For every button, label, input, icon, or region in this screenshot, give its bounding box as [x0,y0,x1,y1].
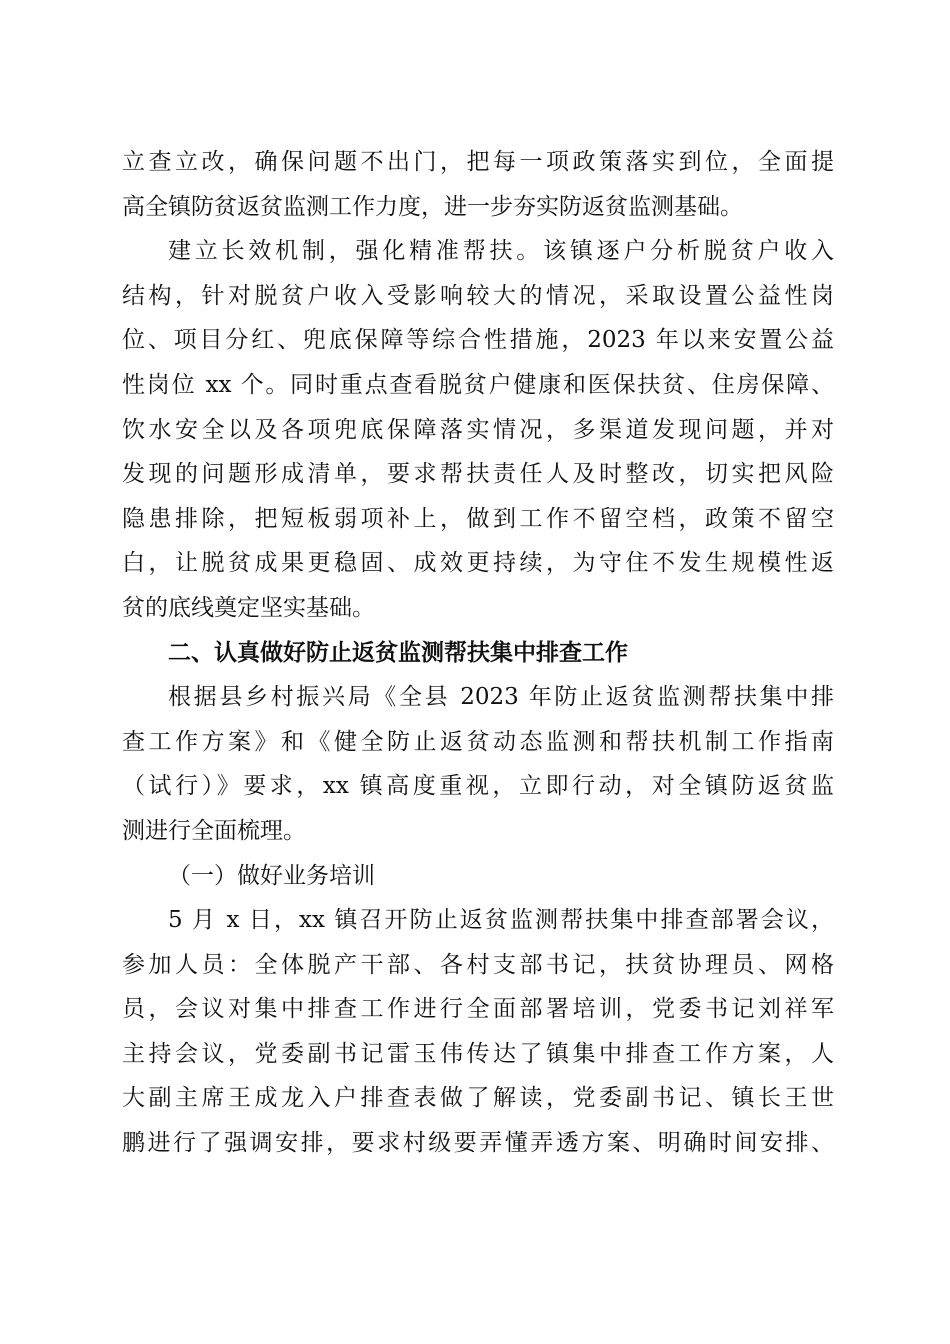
paragraph-line: 建立长效机制，强化精准帮扶。该镇逐户分析脱贫户收入 [168,238,834,265]
paragraph-line: （试行）》要求，xx 镇高度重视，立即行动，对全镇防返贫监 [122,773,834,800]
paragraph-line: 隐患排除，把短板弱项补上，做到工作不留空档，政策不留空 [122,505,834,532]
paragraph-line: 5 月 x 日，xx 镇召开防止返贫监测帮扶集中排查部署会议， [168,907,834,934]
paragraph-line: 大副主席王成龙入户排查表做了解读，党委副书记、镇长王世 [122,1085,834,1112]
paragraph-line: 根据县乡村振兴局《全县 2023 年防止返贫监测帮扶集中排 [168,684,834,711]
paragraph-line: 性岗位 xx 个。同时重点查看脱贫户健康和医保扶贫、住房保障、 [122,371,834,398]
paragraph-line: 位、项目分红、兜底保障等综合性措施，2023 年以来安置公益 [122,327,834,354]
paragraph-line: 贫的底线奠定坚实基础。 [122,594,375,621]
paragraph-line: 饮水安全以及各项兜底保障落实情况，多渠道发现问题，并对 [122,416,834,443]
paragraph-line: 主持会议，党委副书记雷玉伟传达了镇集中排查工作方案，人 [122,1040,834,1067]
paragraph-line: 发现的问题形成清单，要求帮扶责任人及时整改，切实把风险 [122,461,834,488]
paragraph-line: 立查立改，确保问题不出门，把每一项政策落实到位，全面提 [122,149,834,175]
paragraph-line: 高全镇防贫返贫监测工作力度，进一步夯实防返贫监测基础。 [122,193,743,220]
paragraph-line: 参加人员：全体脱产干部、各村支部书记，扶贫协理员、网格 [122,951,834,978]
paragraph-line: 查工作方案》和《健全防止返贫动态监测和帮扶机制工作指南 [122,728,834,755]
section-heading: 二、认真做好防止返贫监测帮扶集中排查工作 [168,639,628,666]
subsection-heading: （一）做好业务培训 [168,862,375,889]
paragraph-line: 员，会议对集中排查工作进行全面部署培训，党委书记刘祥军 [122,996,834,1023]
paragraph-line: 鹏进行了强调安排，要求村级要弄懂弄透方案、明确时间安排、 [122,1130,834,1157]
paragraph-line: 结构，针对脱贫户收入受影响较大的情况，采取设置公益性岗 [122,282,834,309]
document-body [122,140,834,1166]
paragraph-line: 白，让脱贫成果更稳固、成效更持续，为守住不发生规模性返 [122,550,834,577]
paragraph-line: 测进行全面梳理。 [122,817,306,844]
